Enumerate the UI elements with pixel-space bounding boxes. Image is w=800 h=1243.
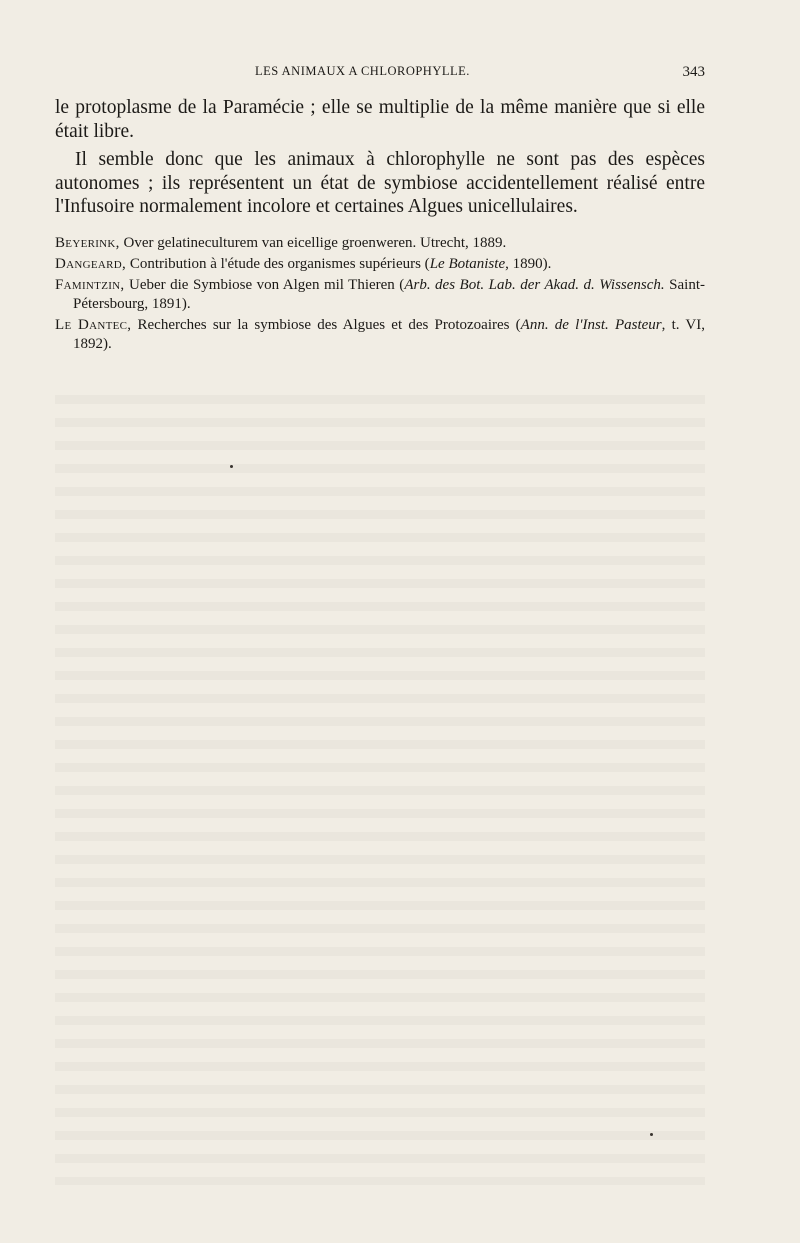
reference-item [55,255,705,274]
page-number: 343 [682,64,705,80]
speck [650,1133,653,1136]
running-title: LES ANIMAUX A CHLOROPHYLLE. [255,64,470,78]
bibliography [55,234,705,356]
reference-author: Famintzin, [55,277,125,293]
reference-author: Le Dantec, [55,317,132,333]
reference-text: Ueber die Symbiose von Algen mil Thieren ( [124,277,405,293]
reference-text: Contribution à l'étude des organismes supérieurs ( [126,256,430,272]
reference-text: Saint-Pétersbourg, 1891). [73,277,705,312]
reference-journal: Le Botaniste [429,256,506,272]
reference-item [55,276,705,314]
reference-author: Beyerink, [55,235,120,251]
page-header [55,64,705,84]
paragraph: le protoplasme de la Paramécie ; elle se multiplie de la même manière que si elle était libre. [55,97,705,142]
reference-journal: Ann. de l'Inst. Pasteur [520,317,662,333]
reference-author: Dangeard, [55,256,127,272]
paragraph: Il semble donc que les animaux à chlorophylle ne sont pas des espèces autonomes ; ils représentent un état de symbiose accidentellement réalisé entre l'Infusoire normalement incolore et certaines Algues unicellulaires. [55,149,705,217]
reference-text: Recherches sur la symbiose des Algues et des Protozoaires ( [131,317,521,333]
reference-journal: Arb. des Bot. Lab. der Akad. d. Wissensch. [404,277,665,293]
reference-text: , 1890). [505,256,552,272]
bleed-through-texture [55,395,705,1185]
speck [230,465,233,468]
body-text [55,96,705,219]
reference-item [55,316,705,354]
reference-item [55,234,705,253]
reference-text: Over gelatineculturem van eicellige groenweren. Utrecht, 1889. [119,235,507,251]
reference-text: , t. VI, 1892). [73,317,705,352]
